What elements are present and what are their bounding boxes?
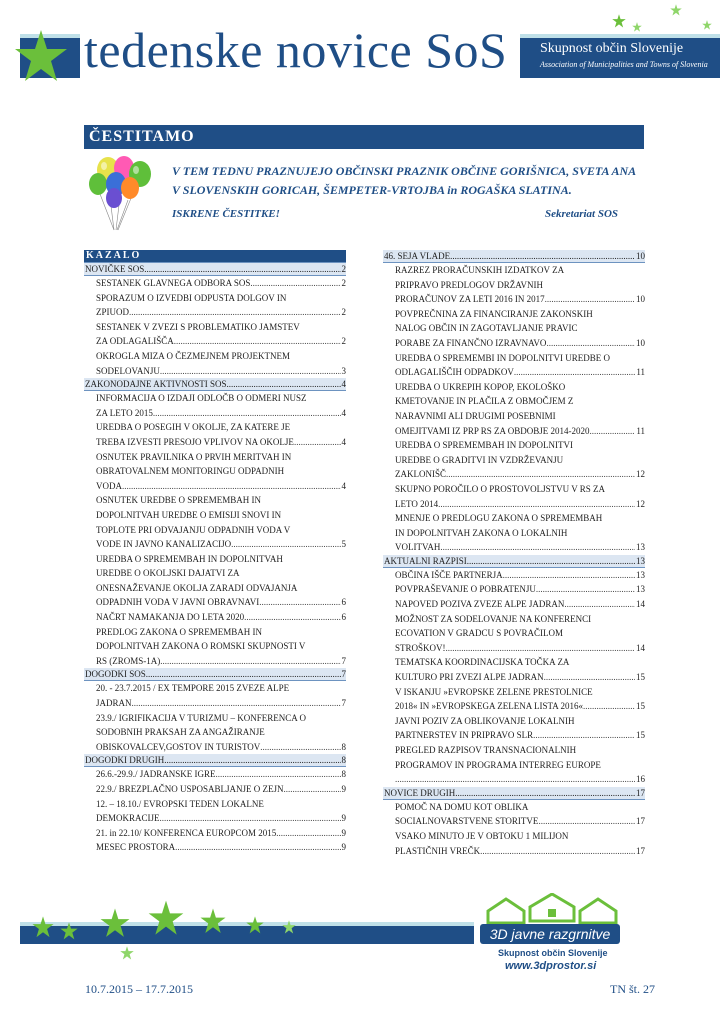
toc-dot-leader xyxy=(294,435,341,450)
toc-entry-title-line: 2018« IN »EVROPSKEGA ZELENA LISTA 2016« xyxy=(395,701,584,712)
toc-entry-title-line: 20. - 23.7.2015 / EX TEMPORE 2015 ZVEZE ALPE xyxy=(96,683,290,694)
toc-entry-title-line: DOPOLNITVAH UREDBE O EMISIJI SNOVI IN xyxy=(96,509,282,520)
toc-entry-title-line: 22.9./ BREZPLAČNO USPOSABLJANJE O ZEJN xyxy=(96,784,284,794)
toc-entry-title-line: 21. in 22.10/ KONFERENCA EUROPCOM 2015 xyxy=(96,827,277,838)
toc-entry-title-line: DEMOKRACIJE xyxy=(96,813,160,824)
toc-dot-leader xyxy=(260,740,340,755)
toc-entry[interactable] xyxy=(84,420,346,449)
toc-entry-title-line: VODA xyxy=(96,480,122,491)
toc-page-number: 12 xyxy=(636,469,645,480)
toc-entry-title-line: POMOČ NA DOMU KOT OBLIKA xyxy=(395,801,529,812)
toc-entry[interactable] xyxy=(84,552,346,610)
congrats-greeting: ISKRENE ČESTITKE! xyxy=(172,208,280,220)
toc-dot-leader xyxy=(174,334,341,349)
toc-dot-leader xyxy=(231,537,340,552)
toc-entry-title-line: SODELOVANJU xyxy=(96,365,160,376)
toc-dot-leader xyxy=(144,263,340,275)
toc-entry[interactable] xyxy=(84,782,346,797)
toc-entry-title-line: 23.9./ IGRIFIKACIJA V TURIZMU – KONFERENCA O xyxy=(96,712,307,723)
toc-entry-title-line: MOŽNOST ZA SODELOVANJE NA KONFERENCI xyxy=(395,613,592,624)
toc-dot-leader xyxy=(284,782,341,797)
toc-entry-title-line: POVPRAŠEVANJE O POBRATENJU xyxy=(395,584,536,595)
toc-page-number: 2 xyxy=(341,278,346,288)
toc-dot-leader xyxy=(216,767,341,782)
toc-dot-leader xyxy=(546,336,635,351)
small-star-icon xyxy=(612,14,626,28)
toc-entry-title: 46. SEJA VLADE xyxy=(384,251,451,261)
toc-dot-leader xyxy=(538,814,635,829)
footer-date-range: 10.7.2015 – 17.7.2015 xyxy=(85,982,193,996)
toc-entry[interactable] xyxy=(383,743,645,787)
toc-entry-title-line: PORABE ZA FINANČNO IZRAVNAVO xyxy=(395,337,547,348)
toc-page-number: 9 xyxy=(341,784,346,794)
toc-page-number: 13 xyxy=(636,555,645,566)
toc-entry[interactable] xyxy=(84,320,346,349)
toc-dot-leader xyxy=(536,582,635,597)
congrats-section-bar xyxy=(84,125,644,149)
toc-entry-title-line: ZA ODLAGALIŠČA xyxy=(96,336,174,347)
toc-dot-leader xyxy=(583,699,635,714)
toc-dot-leader xyxy=(122,479,341,494)
toc-section-entry[interactable] xyxy=(383,250,645,263)
toc-page-number: 9 xyxy=(341,827,346,838)
congrats-signature: Sekretariat SOS xyxy=(545,208,619,220)
toc-dot-leader xyxy=(160,654,340,669)
toc-entry-title-line: VSAKO MINUTO JE V OBTOKU 1 MILIJON xyxy=(395,830,569,841)
toc-entry-title-line: OBRATOVALNEM MONITORINGU ODPADNIH xyxy=(96,466,285,477)
toc-dot-leader xyxy=(164,754,340,766)
small-star-icon xyxy=(670,4,682,16)
toc-entry-title-line: PRORAČUNOV ZA LETI 2016 IN 2017 xyxy=(395,294,545,305)
toc-dot-leader xyxy=(160,811,341,826)
toc-section-entry[interactable] xyxy=(84,263,346,276)
toc-left-column xyxy=(84,250,346,855)
toc-entry-title: NOVIČKE SOS xyxy=(85,264,145,274)
page-header xyxy=(0,0,728,95)
toc-entry-title-line: IN DOPOLNITVAH ZAKONA O LOKALNIH xyxy=(395,527,568,538)
toc-entry[interactable] xyxy=(383,438,645,482)
toc-page-number: 8 xyxy=(341,769,346,780)
toc-entry-title-line: ONESNAŽEVANJE OKOLJA ZARADI ODVAJANJA xyxy=(96,582,298,593)
toc-entry-title-line: TEMATSKA KOORDINACIJSKA TOČKA ZA xyxy=(395,657,570,668)
toc-entry[interactable] xyxy=(84,610,346,625)
toc-entry-title-line: INFORMACIJA O IZDAJI ODLOČB O ODMERI NUSZ xyxy=(96,393,307,404)
toc-entry-title-line: OBČINA IŠČE PARTNERJA xyxy=(395,569,503,580)
toc-dot-leader xyxy=(244,610,340,625)
toc-page-number: 2 xyxy=(341,307,346,318)
toc-entry[interactable] xyxy=(84,625,346,669)
toc-entry-title-line: OBISKOVALCEV,GOSTOV IN TURISTOV xyxy=(96,741,261,752)
toc-entry[interactable] xyxy=(383,482,645,511)
toc-section-entry[interactable] xyxy=(84,378,346,391)
toc-entry-title-line: PREDLOG ZAKONA O SPREMEMBAH IN xyxy=(96,626,263,637)
congrats-message: V TEM TEDNU PRAZNUJEJO OBČINSKI PRAZNIK OBČINE GORIŠNICA, SVETA ANA V SLOVENSKIH GORICAH, ŠEMPETER-VRTOJBA in ROGAŠKA SLATINA. xyxy=(172,164,636,197)
toc-page-number: 7 xyxy=(341,669,346,680)
toc-page-number: 6 xyxy=(341,597,346,608)
footer-issue-number: TN št. 27 xyxy=(610,982,655,996)
toc-entry-title-line: SOCIALNOVARSTVENE STORITVE xyxy=(395,816,539,827)
toc-entry-title-line: PROGRAMOV IN PROGRAMA INTERREG EUROPE xyxy=(395,759,601,770)
toc-entry-title-line: OKROGLA MIZA O ČEZMEJNEM PROJEKTNEM xyxy=(96,350,291,361)
toc-dot-leader xyxy=(146,668,341,680)
toc-page-number: 8 xyxy=(341,741,346,752)
toc-entry-title-line: NALOG OBČIN IN ZAGOTAVLJANJE PRAVIC xyxy=(395,323,578,334)
toc-entry-title-line: ECOVATION V GRADCU S POVRAČILOM xyxy=(395,628,564,639)
toc-entry-title-line: MNENJE O PREDLOGU ZAKONA O SPREMEMBAH xyxy=(395,513,603,524)
toc-entry-title-line: SKUPNO POROČILO O PROSTOVOLJSTVU V RS ZA xyxy=(395,483,606,494)
toc-entry-title-line: STROŠKOV! xyxy=(395,642,446,653)
toc-dot-leader xyxy=(175,840,340,855)
toc-entry-title-line: UREDBE O GRADITVI IN VZDRŽEVANJU xyxy=(395,454,564,465)
toc-entry-title-line: KULTURO PRI ZVEZI ALPE JADRAN xyxy=(395,672,544,683)
toc-right-column xyxy=(383,250,645,858)
toc-entry-title: NOVICE DRUGIH xyxy=(384,787,456,798)
toc-entry[interactable] xyxy=(84,291,346,320)
toc-entry-title-line: OSNUTEK PRAVILNIKA O PRVIH MERITVAH IN xyxy=(96,451,292,462)
toc-page-number: 13 xyxy=(636,584,645,595)
toc-page-number: 8 xyxy=(341,755,346,766)
toc-page-number: 11 xyxy=(636,425,645,436)
toc-page-number: 13 xyxy=(636,542,645,553)
toc-entry-title-line: ZA LETO 2015 xyxy=(96,407,153,418)
toc-entry-title-line: RS (ZROMS-1A) xyxy=(96,655,161,666)
toc-entry[interactable] xyxy=(84,391,346,420)
toc-entry-title-line: OMEJITVAMI IZ PRP RS ZA OBDOBJE 2014-2020 xyxy=(395,425,590,436)
footer-star-icon xyxy=(200,908,226,934)
toc-entry[interactable] xyxy=(383,307,645,351)
toc-entry-title-line: NAČRT NAMAKANJA DO LETA 2020 xyxy=(96,612,245,623)
small-star-icon xyxy=(632,22,642,32)
toc-entry-title-line: 12. – 18.10./ EVROPSKI TEDEN LOKALNE xyxy=(96,798,264,809)
toc-entry-title-line: ODPADNIH VODA V JAVNI OBRAVNAVI xyxy=(96,597,260,608)
toc-entry-title-line: V ISKANJU »EVROPSKE ZELENE PRESTOLNICE xyxy=(395,686,593,697)
toc-entry[interactable] xyxy=(84,493,346,551)
toc-entry-title-line: PRIPRAVO PREDLOGOV DRŽAVNIH xyxy=(395,279,544,290)
toc-entry-title-line: SESTANEK V ZVEZI S PROBLEMATIKO JAMSTEV xyxy=(96,321,300,332)
toc-dot-leader xyxy=(250,276,340,291)
toc-entry[interactable] xyxy=(84,681,346,710)
toc-page-number: 15 xyxy=(636,701,645,712)
toc-page-number: 10 xyxy=(636,337,645,348)
toc-page-number: 16 xyxy=(636,774,645,785)
toc-entry[interactable] xyxy=(84,349,346,378)
toc-dot-leader xyxy=(480,844,635,859)
toc-entry-title-line: ODLAGALIŠČIH ODPADKOV xyxy=(395,367,514,378)
toc-page-number: 2 xyxy=(341,264,346,274)
toc-entry-title-line: MESEC PROSTORA xyxy=(96,842,176,853)
footer-star-icon xyxy=(60,922,78,940)
toc-page-number: 11 xyxy=(636,367,645,378)
toc-entry-title-line: VOLITVAH xyxy=(395,542,441,553)
toc-entry-title-line: NAPOVED POZIVA ZVEZE ALPE JADRAN xyxy=(395,599,565,610)
toc-entry-title-line: SODOBNIH PRAKSAH ZA ANGAŽIRANJE xyxy=(96,727,265,738)
toc-entry-title-line: ZAKLONIŠČ xyxy=(395,469,446,480)
toc-entry[interactable] xyxy=(383,380,645,438)
toc-dot-leader xyxy=(395,772,635,787)
toc-entry-title-line: 26.6.-29.9./ JADRANSKE IGRE xyxy=(96,769,216,780)
toc-entry[interactable] xyxy=(383,263,645,307)
footer-logo-url[interactable]: www.3dprostor.si xyxy=(505,960,597,972)
toc-dot-leader xyxy=(467,555,635,567)
toc-entry-title-line: VODE IN JAVNO KANALIZACIJO xyxy=(96,539,232,550)
toc-entry[interactable] xyxy=(383,800,645,829)
toc-entry-title-line: DOPOLNITVAH ZAKONA O ROMSKI SKUPNOSTI V xyxy=(96,641,306,652)
toc-page-number: 2 xyxy=(341,336,346,347)
toc-entry-title-line: TOPLOTE PRI ODVAJANJU ODPADNIH VODA V xyxy=(96,524,291,535)
toc-dot-leader xyxy=(276,826,340,841)
toc-dot-leader xyxy=(446,467,635,482)
toc-entry-title: DOGODKI SOS xyxy=(85,669,146,680)
footer-star-icon xyxy=(246,916,264,934)
toc-dot-leader xyxy=(503,568,635,583)
toc-page-number: 17 xyxy=(636,845,645,856)
toc-page-number: 7 xyxy=(341,698,346,709)
small-star-icon xyxy=(702,20,712,30)
toc-dot-leader xyxy=(590,424,636,439)
toc-entry-title-line: UREDBA O UKREPIH KOPOP, EKOLOŠKO xyxy=(395,381,566,392)
toc-entry[interactable] xyxy=(383,829,645,858)
toc-dot-leader xyxy=(259,595,340,610)
toc-entry-title-line: TREBA IZVESTI PRESOJO VPLIVOV NA OKOLJE xyxy=(96,436,294,447)
toc-entry-title-line: UREDBA O SPREMEMBAH IN DOPOLNITVAH xyxy=(96,553,283,564)
toc-entry-title-line: UREDBE O OKOLJSKI DAJATVI ZA xyxy=(96,568,240,579)
toc-dot-leader xyxy=(545,292,635,307)
toc-entry-title-line: JADRAN xyxy=(96,698,132,709)
toc-entry[interactable] xyxy=(84,826,346,841)
toc-dot-leader xyxy=(160,364,341,379)
toc-page-number: 15 xyxy=(636,730,645,741)
toc-page-number: 4 xyxy=(341,379,346,390)
toc-page-number: 4 xyxy=(341,407,346,418)
toc-dot-leader xyxy=(514,365,635,380)
toc-section-entry[interactable] xyxy=(383,787,645,800)
toc-entry-title-line: UREDBA O SPREMEMBAH IN DOPOLNITVI xyxy=(395,440,574,451)
toc-entry[interactable] xyxy=(383,714,645,743)
toc-entry-title-line: ZPIUOD xyxy=(96,307,129,318)
toc-entry[interactable] xyxy=(84,797,346,826)
toc-entry[interactable] xyxy=(383,597,645,612)
header-org-subtitle: Association of Municipalities and Towns of Slovenia xyxy=(540,60,708,69)
toc-page-number: 4 xyxy=(341,436,346,447)
toc-dot-leader xyxy=(153,406,341,421)
toc-page-number: 17 xyxy=(636,816,645,827)
toc-entry[interactable] xyxy=(84,711,346,755)
toc-section-entry[interactable] xyxy=(383,555,645,568)
toc-page-number: 17 xyxy=(636,787,645,798)
toc-entry[interactable] xyxy=(383,612,645,656)
congrats-section-title: ČESTITAMO xyxy=(89,128,195,145)
toc-page-number: 6 xyxy=(341,612,346,623)
toc-dot-leader xyxy=(132,696,341,711)
toc-dot-leader xyxy=(227,378,341,390)
toc-section-entry[interactable] xyxy=(84,754,346,767)
toc-entry-title-line: UREDBA O SPREMEMBI IN DOPOLNITVI UREDBE O xyxy=(395,352,611,363)
toc-entry-title-line: NARAVNIMI ALI DRUGIMI POSEBNIMI xyxy=(395,410,556,421)
toc-page-number: 13 xyxy=(636,569,645,580)
toc-entry-title-line: SESTANEK GLAVNEGA ODBORA SOS xyxy=(96,278,251,288)
toc-entry-title-line: UREDBA O POSEGIH V OKOLJE, ZA KATERE JE xyxy=(96,422,291,433)
toc-entry[interactable] xyxy=(84,450,346,494)
balloons-icon xyxy=(84,152,164,234)
toc-page-number: 9 xyxy=(341,842,346,853)
toc-entry-title-line: PARTNERSTEV IN PRIPRAVO SLR xyxy=(395,730,534,741)
toc-heading: KAZALO xyxy=(84,250,346,263)
toc-page-number: 10 xyxy=(636,251,645,261)
toc-dot-leader xyxy=(438,497,635,512)
toc-page-number: 9 xyxy=(341,813,346,824)
toc-page-number: 3 xyxy=(341,365,346,376)
toc-entry-title-line: OSNUTEK UREDBE O SPREMEMBAH IN xyxy=(96,495,262,506)
newsletter-title: tedenske novice SoS xyxy=(84,22,508,78)
toc-entry[interactable] xyxy=(383,568,645,583)
footer-star-icon xyxy=(282,920,296,934)
toc-dot-leader xyxy=(455,787,635,799)
toc-entry-title: DOGODKI DRUGIH xyxy=(85,755,165,766)
toc-entry[interactable] xyxy=(84,276,346,291)
footer-logo-title: 3D javne razgrnitve xyxy=(480,924,620,944)
toc-entry-title-line: RAZREZ PRORAČUNSKIH IZDATKOV ZA xyxy=(395,265,565,275)
houses-icon xyxy=(482,893,622,925)
footer-star-icon xyxy=(100,908,130,938)
toc-entry[interactable] xyxy=(383,511,645,555)
toc-page-number: 10 xyxy=(636,294,645,305)
toc-page-number: 7 xyxy=(341,655,346,666)
footer-star-icon xyxy=(120,946,134,960)
toc-entry-title: ZAKONODAJNE AKTIVNOSTI SOS xyxy=(85,379,227,390)
toc-section-entry[interactable] xyxy=(84,668,346,681)
toc-entry[interactable] xyxy=(383,582,645,597)
toc-entry-title: AKTUALNI RAZPISI xyxy=(384,555,467,566)
toc-dot-leader xyxy=(544,670,635,685)
toc-page-number: 4 xyxy=(341,480,346,491)
toc-page-number: 5 xyxy=(341,539,346,550)
toc-entry[interactable] xyxy=(383,351,645,380)
toc-dot-leader xyxy=(446,641,635,656)
footer-logo-org: Skupnost občin Slovenije xyxy=(498,948,608,958)
toc-dot-leader xyxy=(564,597,635,612)
toc-entry[interactable] xyxy=(383,685,645,714)
toc-entry-title-line: POVPREČNINA ZA FINANCIRANJE ZAKONSKIH xyxy=(395,308,593,319)
toc-list-left xyxy=(84,263,346,855)
toc-list-right xyxy=(383,250,645,858)
toc-entry[interactable] xyxy=(84,767,346,782)
toc-entry[interactable] xyxy=(84,840,346,855)
header-org-name: Skupnost občin Slovenije xyxy=(540,41,684,56)
big-star-icon xyxy=(14,30,68,82)
toc-page-number: 15 xyxy=(636,672,645,683)
toc-page-number: 12 xyxy=(636,498,645,509)
toc-dot-leader xyxy=(533,728,635,743)
toc-entry-title-line: LETO 2014 xyxy=(395,498,439,509)
toc-entry-title-line: SPORAZUM O IZVEDBI ODPUSTA DOLGOV IN xyxy=(96,292,287,303)
toc-entry[interactable] xyxy=(383,655,645,684)
footer-star-icon xyxy=(32,916,54,938)
toc-dot-leader xyxy=(450,250,635,262)
toc-dot-leader xyxy=(440,540,635,555)
toc-entry-title-line: PREGLED RAZPISOV TRANSNACIONALNIH xyxy=(395,745,577,755)
toc-page-number: 14 xyxy=(636,599,645,610)
toc-entry-title-line: PLASTIČNIH VREČK xyxy=(395,845,481,856)
footer-star-icon xyxy=(148,900,184,936)
toc-dot-leader xyxy=(129,305,341,320)
toc-entry-title-line: KMETOVANJE IN PLAČILA Z OBMOČJEM Z xyxy=(395,396,574,407)
toc-entry-title-line: JAVNI POZIV ZA OBLIKOVANJE LOKALNIH xyxy=(395,715,575,726)
toc-page-number: 14 xyxy=(636,642,645,653)
